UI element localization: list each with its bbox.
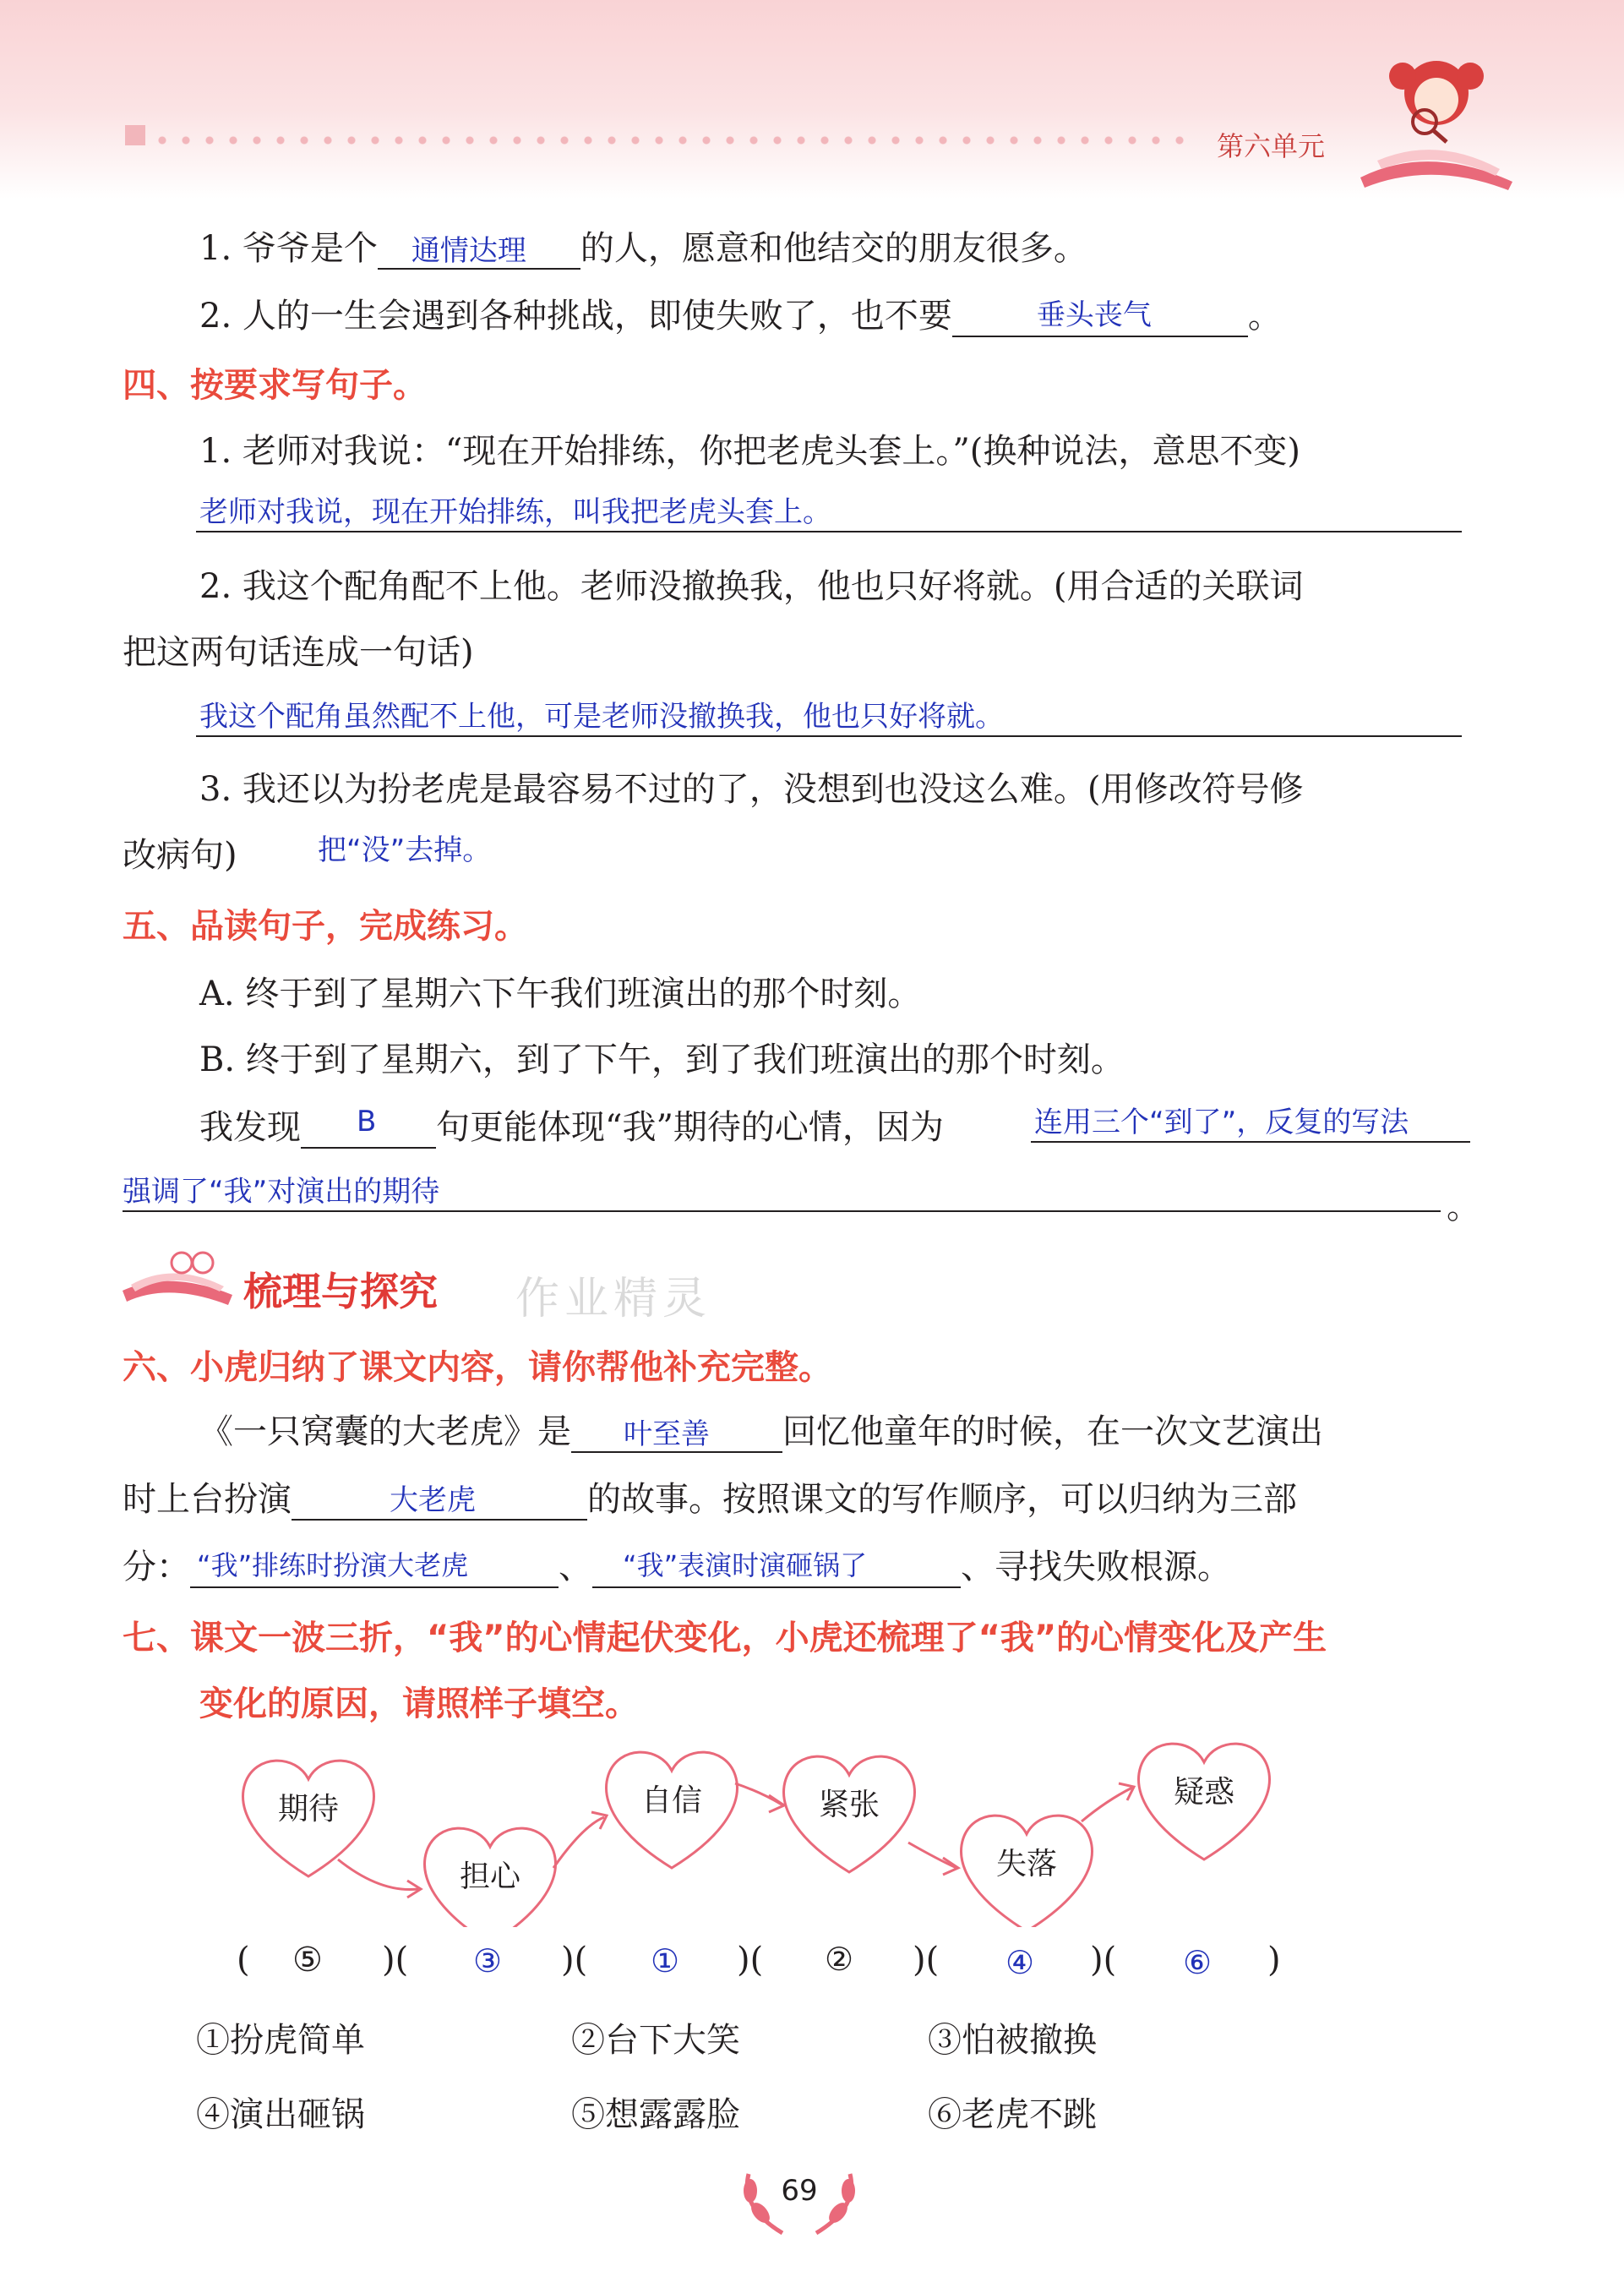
q6-line3 [123,1540,1231,1588]
q6-l2-post: 的故事。按照课文的写作顺序，可以归纳为三部 [587,1480,1297,1519]
heart-1 [243,1761,374,1876]
q4-s3-answer: 把“没”去掉。 [318,833,492,867]
q3-l2-pre: 2. 人的一生会遇到各种挑战，即使失败了，也不要 [199,297,952,336]
q7-paren-1: ( [237,1941,250,1979]
q5-f-blank [301,1105,436,1149]
q6-l1-answer: 叶至善 [624,1417,710,1451]
q7-option-4: ④演出砸锅 [196,2095,365,2134]
q5-reason-answer-1: 连用三个“到了”，反复的写法 [1034,1106,1409,1139]
q6-title: 六、小虎归纳了课文内容，请你帮他补充完整。 [123,1348,832,1387]
q4-s3-question-1: 3. 我还以为扮老虎是最容易不过的了，没想到也没这么难。(用修改符号修 [199,770,1304,809]
q5-sentence-a: A. 终于到了星期六下午我们班演出的那个时刻。 [199,975,922,1013]
q6-l3-blank1 [190,1549,559,1588]
q3-line1 [199,221,1087,270]
heart-1-label: 期待 [277,1792,340,1827]
q3-l2-blank [952,298,1248,337]
q7-answer-1: ③ [473,1942,503,1979]
q3-l2-answer: 垂头丧气 [1036,298,1152,332]
header-dots [127,135,1191,145]
q7-title-2: 变化的原因，请照样子填空。 [199,1685,639,1723]
q5-reason-answer-2: 强调了“我”对演出的期待 [123,1175,440,1209]
heart-5-label: 失落 [995,1847,1058,1881]
q3-l1-post: 的人，愿意和他结交的朋友很多。 [580,229,1087,268]
unit-label: 第六单元 [1217,130,1326,162]
q6-line2 [123,1472,1297,1521]
q6-l3-answer-1: “我”排练时扮演大老虎 [197,1549,469,1581]
q7-answer-4: ④ [1005,1944,1035,1981]
q4-s2-answer: 我这个配角虽然配不上他，可是老师没撤换我，他也只好将就。 [199,700,1004,734]
q7-answer-3: ② [825,1941,854,1978]
q6-l3-post: 、寻找失败根源。 [961,1548,1231,1586]
q6-l3-sep: 、 [559,1548,592,1586]
q5-end-mark: 。 [1447,1188,1480,1226]
section-title: 梳理与探究 [243,1269,438,1314]
q3-l2-post: 。 [1247,297,1282,336]
q6-line1 [199,1405,1323,1453]
q7-option-2: ②台下大笑 [571,2021,740,2060]
q5-f-answer: B [357,1105,377,1138]
q5-reason-line2 [123,1210,1441,1212]
q6-l1-blank [571,1414,782,1453]
heart-3-label: 自信 [640,1783,703,1818]
watermark-text: 作业精灵 [515,1274,712,1324]
q6-l3-pre: 分： [123,1548,190,1586]
heart-2 [425,1828,556,1927]
q7-option-3: ③怕被撤换 [928,2021,1097,2060]
q6-l1-pre: 《一只窝囊的大老虎》是 [199,1412,571,1451]
q7-given: ⑤ [292,1941,323,1979]
q7-paren-4-close: )( [913,1941,940,1979]
heart-6-label: 疑惑 [1173,1775,1235,1810]
q6-l2-blank [292,1482,587,1521]
q7-paren-6-close: ) [1267,1941,1281,1979]
q4-s3-question-2: 改病句) [123,836,237,875]
q7-answer-5: ⑥ [1183,1944,1213,1981]
q3-l1-blank [378,231,580,270]
page-number: 69 [781,2174,818,2208]
q7-paren-1-close: )( [382,1941,409,1979]
q7-title-1: 七、课文一波三折，“我”的心情起伏变化，小虎还梳理了“我”的心情变化及产生 [123,1619,1327,1657]
heart-6 [1139,1744,1270,1859]
q4-s2-question-2: 把这两句话连成一句话) [123,633,474,672]
q3-l1-pre: 1. 爷爷是个 [199,229,378,268]
girl-reading-icon [1352,34,1521,194]
q4-s1-question: 1. 老师对我说：“现在开始排练，你把老虎头套上。”(换种说法，意思不变) [199,432,1300,471]
q7-option-1: ①扮虎简单 [196,2021,365,2060]
q4-title: 四、按要求写句子。 [123,366,427,405]
q4-s2-question-1: 2. 我这个配角配不上他。老师没撤换我，他也只好将就。(用合适的关联词 [199,567,1304,606]
heart-2-label: 担心 [459,1859,521,1894]
q5-sentence-b: B. 终于到了星期六，到了下午，到了我们班演出的那个时刻。 [199,1040,1125,1079]
heart-5 [962,1816,1093,1927]
heart-4 [784,1756,915,1872]
q3-l1-answer: 通情达理 [411,234,526,268]
q6-l2-pre: 时上台扮演 [123,1480,292,1519]
q7-paren-3-close: )( [737,1941,764,1979]
q5-find-line [199,1100,944,1149]
q4-s2-answer-line [196,735,1462,737]
q6-l1-post: 回忆他童年的时候，在一次文艺演出 [782,1412,1323,1451]
q4-s1-answer: 老师对我说，现在开始排练，叫我把老虎头套上。 [199,495,831,529]
q7-answer-2: ① [651,1942,680,1979]
heart-3 [607,1752,738,1868]
q7-option-6: ⑥老虎不跳 [928,2095,1097,2134]
q7-paren-5-close: )( [1090,1941,1117,1979]
q5-title: 五、品读句子，完成练习。 [123,907,528,946]
q3-line2 [199,289,1282,337]
q4-s1-answer-line [196,531,1462,532]
mood-chain-diagram [228,1724,1310,1927]
open-book-icon [118,1244,237,1312]
q6-l3-blank2 [592,1549,961,1588]
q7-paren-2-close: )( [561,1941,588,1979]
q5-reason-line1 [1031,1141,1470,1143]
q5-f-mid: 句更能体现“我”期待的心情，因为 [436,1108,944,1147]
heart-4-label: 紧张 [818,1788,880,1822]
q7-option-5: ⑤想露露脸 [571,2095,740,2134]
q6-l2-answer: 大老虎 [390,1483,476,1517]
q6-l3-answer-2: “我”表演时演砸锅了 [623,1549,868,1581]
q5-f-pre: 我发现 [199,1108,301,1147]
